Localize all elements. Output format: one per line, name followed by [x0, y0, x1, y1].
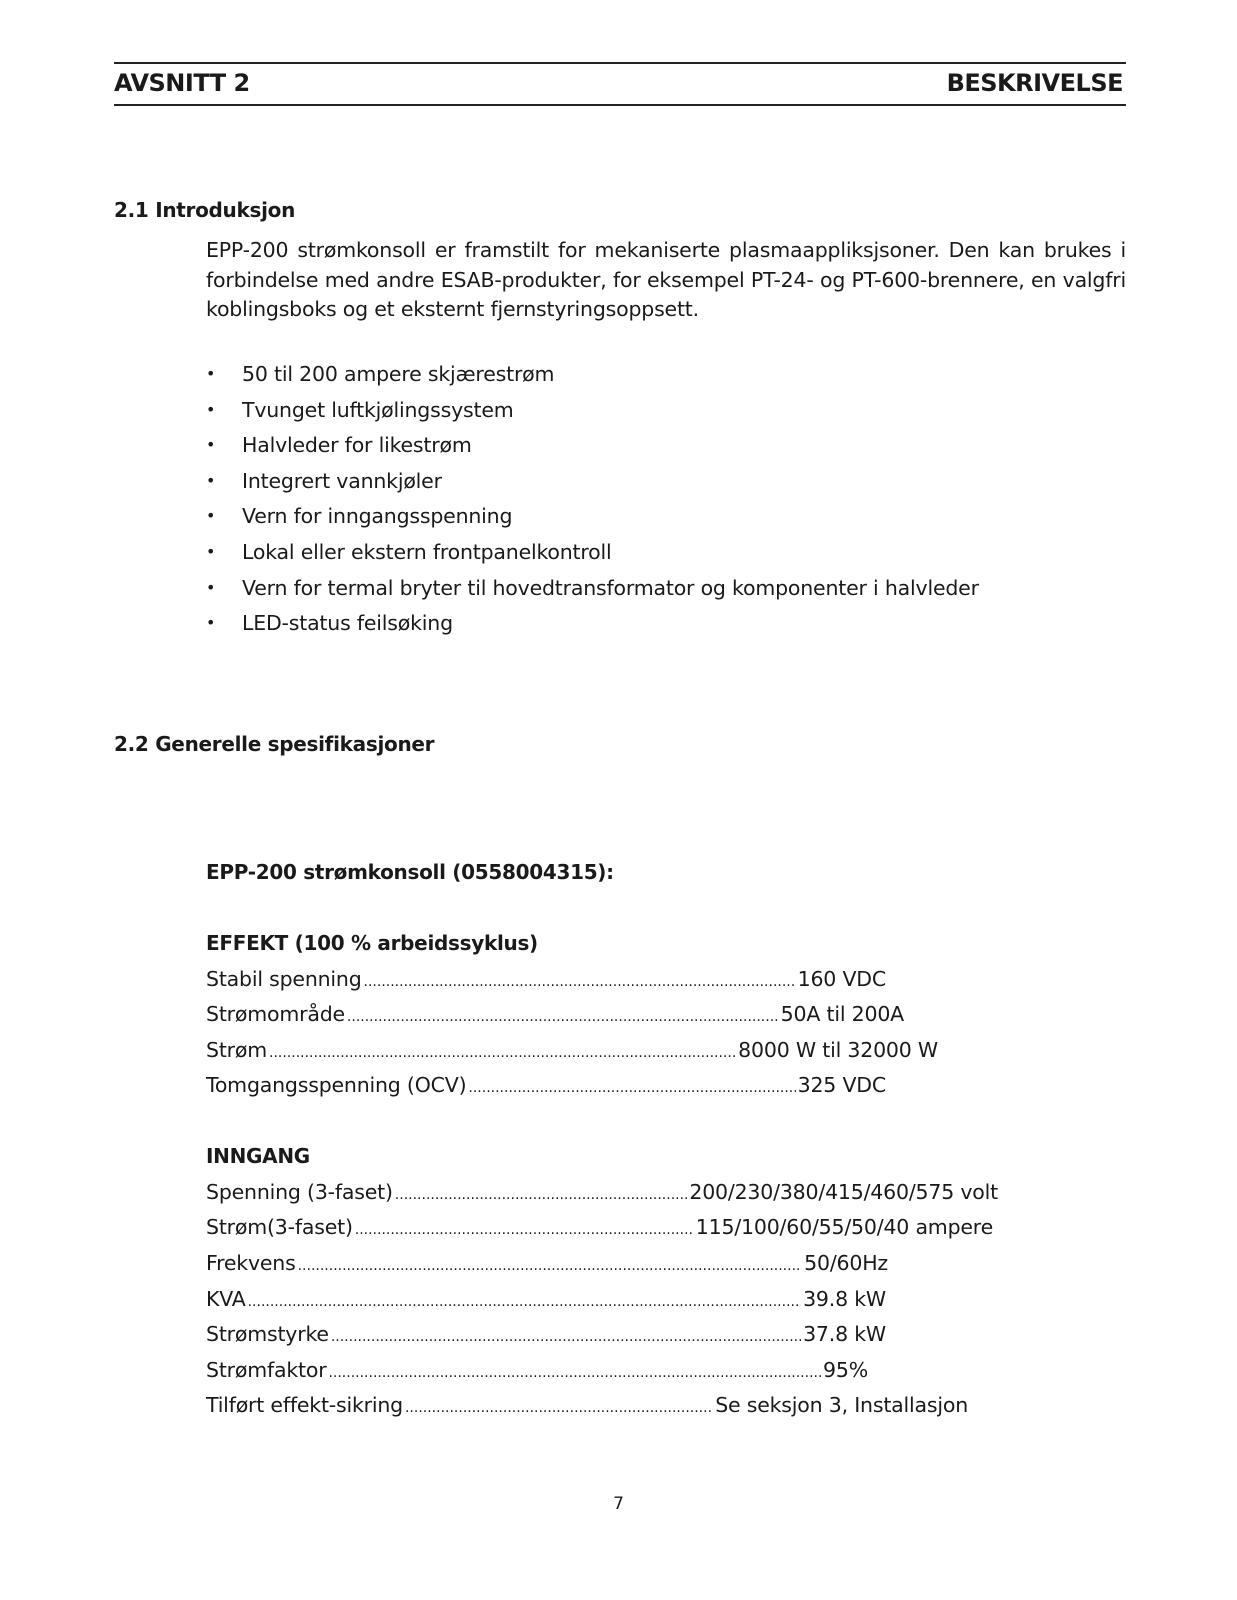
spec-value: 200/230/380/415/460/575 volt [689, 1180, 998, 1204]
spec-value: 115/100/60/55/50/40 ampere [695, 1215, 993, 1239]
bullet-icon: • [206, 470, 216, 490]
spec-heading: 2.2 Generelle spesifikasjoner [114, 732, 435, 756]
leader-dots [331, 1323, 801, 1351]
list-item-text: Halvleder for likestrøm [242, 433, 472, 458]
section-title: BESKRIVELSE [946, 69, 1123, 97]
spec-label: Strøm(3-faset) [206, 1215, 353, 1239]
spec-row [206, 1391, 968, 1422]
spec-value: 50/60Hz [804, 1251, 888, 1275]
bullet-icon: • [206, 541, 216, 561]
page-header [114, 62, 1126, 106]
list-item [206, 465, 979, 501]
spec-value: Se seksjon 3, Installasjon [715, 1393, 968, 1417]
list-item-text: 50 til 200 ampere skjærestrøm [242, 362, 555, 386]
spec-value: 39.8 kW [803, 1287, 886, 1311]
product-title: EPP-200 strømkonsoll (0558004315): [206, 860, 614, 884]
spec-row [206, 1071, 886, 1102]
bullet-icon: • [206, 435, 216, 455]
list-item [206, 429, 979, 465]
list-item [206, 394, 979, 430]
list-item-text: Integrert vannkjøler [242, 468, 442, 493]
spec-label: Strømstyrke [206, 1322, 329, 1346]
list-item-text: Vern for inngangsspenning [242, 504, 513, 529]
list-item [206, 572, 979, 608]
leader-dots [248, 1288, 802, 1316]
spec-row [206, 1178, 998, 1209]
spec-label: Strøm [206, 1038, 267, 1062]
spec-label: Strømområde [206, 1002, 345, 1026]
spec-row [206, 1320, 886, 1351]
list-item [206, 536, 979, 572]
spec-row [206, 1356, 868, 1387]
leader-dots [364, 968, 796, 996]
spec-row [206, 1000, 904, 1031]
spec-row [206, 1213, 993, 1244]
section-label: AVSNITT 2 [114, 69, 250, 97]
list-item [206, 607, 979, 643]
list-item-text: Tvunget luftkjølingssystem [242, 397, 514, 422]
input-title: INNGANG [206, 1144, 310, 1168]
leader-dots [347, 1003, 779, 1031]
bullet-icon: • [206, 577, 216, 597]
spec-label: Tilført effekt-sikring [206, 1393, 403, 1417]
feature-list [206, 358, 979, 643]
intro-paragraph: EPP-200 strømkonsoll er framstilt for mekaniserte plasmaappliksjsoner. Den kan brukes i forbindelse med andre ESAB-produkter, for eksempel PT-24- og PT-600-brennere, en valgfri koblingsboks og et eksternt fjernstyringsoppsett. [206, 238, 1126, 321]
list-item [206, 358, 979, 394]
spec-value: 50A til 200A [780, 1002, 904, 1026]
spec-row [206, 1249, 888, 1280]
bullet-icon: • [206, 506, 216, 526]
spec-value: 8000 W til 32000 W [738, 1038, 938, 1062]
output-title: EFFEKT (100 % arbeidssyklus) [206, 931, 538, 955]
spec-row [206, 1285, 886, 1316]
spec-label: Spenning (3-faset) [206, 1180, 393, 1204]
spec-row [206, 965, 886, 996]
leader-dots [395, 1181, 688, 1209]
leader-dots [328, 1359, 821, 1387]
spec-row [206, 1036, 938, 1067]
spec-label: Frekvens [206, 1251, 296, 1275]
bullet-icon: • [206, 613, 216, 633]
leader-dots [468, 1074, 795, 1102]
leader-dots [355, 1216, 694, 1244]
bullet-icon: • [206, 364, 216, 383]
spec-label: KVA [206, 1287, 246, 1311]
spec-value: 95% [823, 1358, 868, 1382]
page-number: 7 [613, 1494, 624, 1514]
list-item-text: Lokal eller ekstern frontpanelkontroll [242, 539, 612, 564]
spec-label: Stabil spenning [206, 967, 362, 991]
bullet-icon: • [206, 399, 216, 419]
list-item [206, 500, 979, 536]
spec-label: Strømfaktor [206, 1358, 327, 1382]
spec-value: 37.8 kW [803, 1322, 886, 1346]
leader-dots [269, 1039, 736, 1067]
list-item-text: LED-status feilsøking [242, 611, 453, 636]
spec-value: 160 VDC [797, 967, 886, 991]
spec-label: Tomgangsspenning (OCV) [206, 1073, 467, 1097]
list-item-text: Vern for termal bryter til hovedtransformator og komponenter i halvleder [242, 575, 979, 600]
leader-dots [298, 1252, 803, 1280]
intro-heading: 2.1 Introduksjon [114, 198, 296, 222]
spec-value: 325 VDC [797, 1073, 886, 1097]
leader-dots [405, 1394, 713, 1422]
